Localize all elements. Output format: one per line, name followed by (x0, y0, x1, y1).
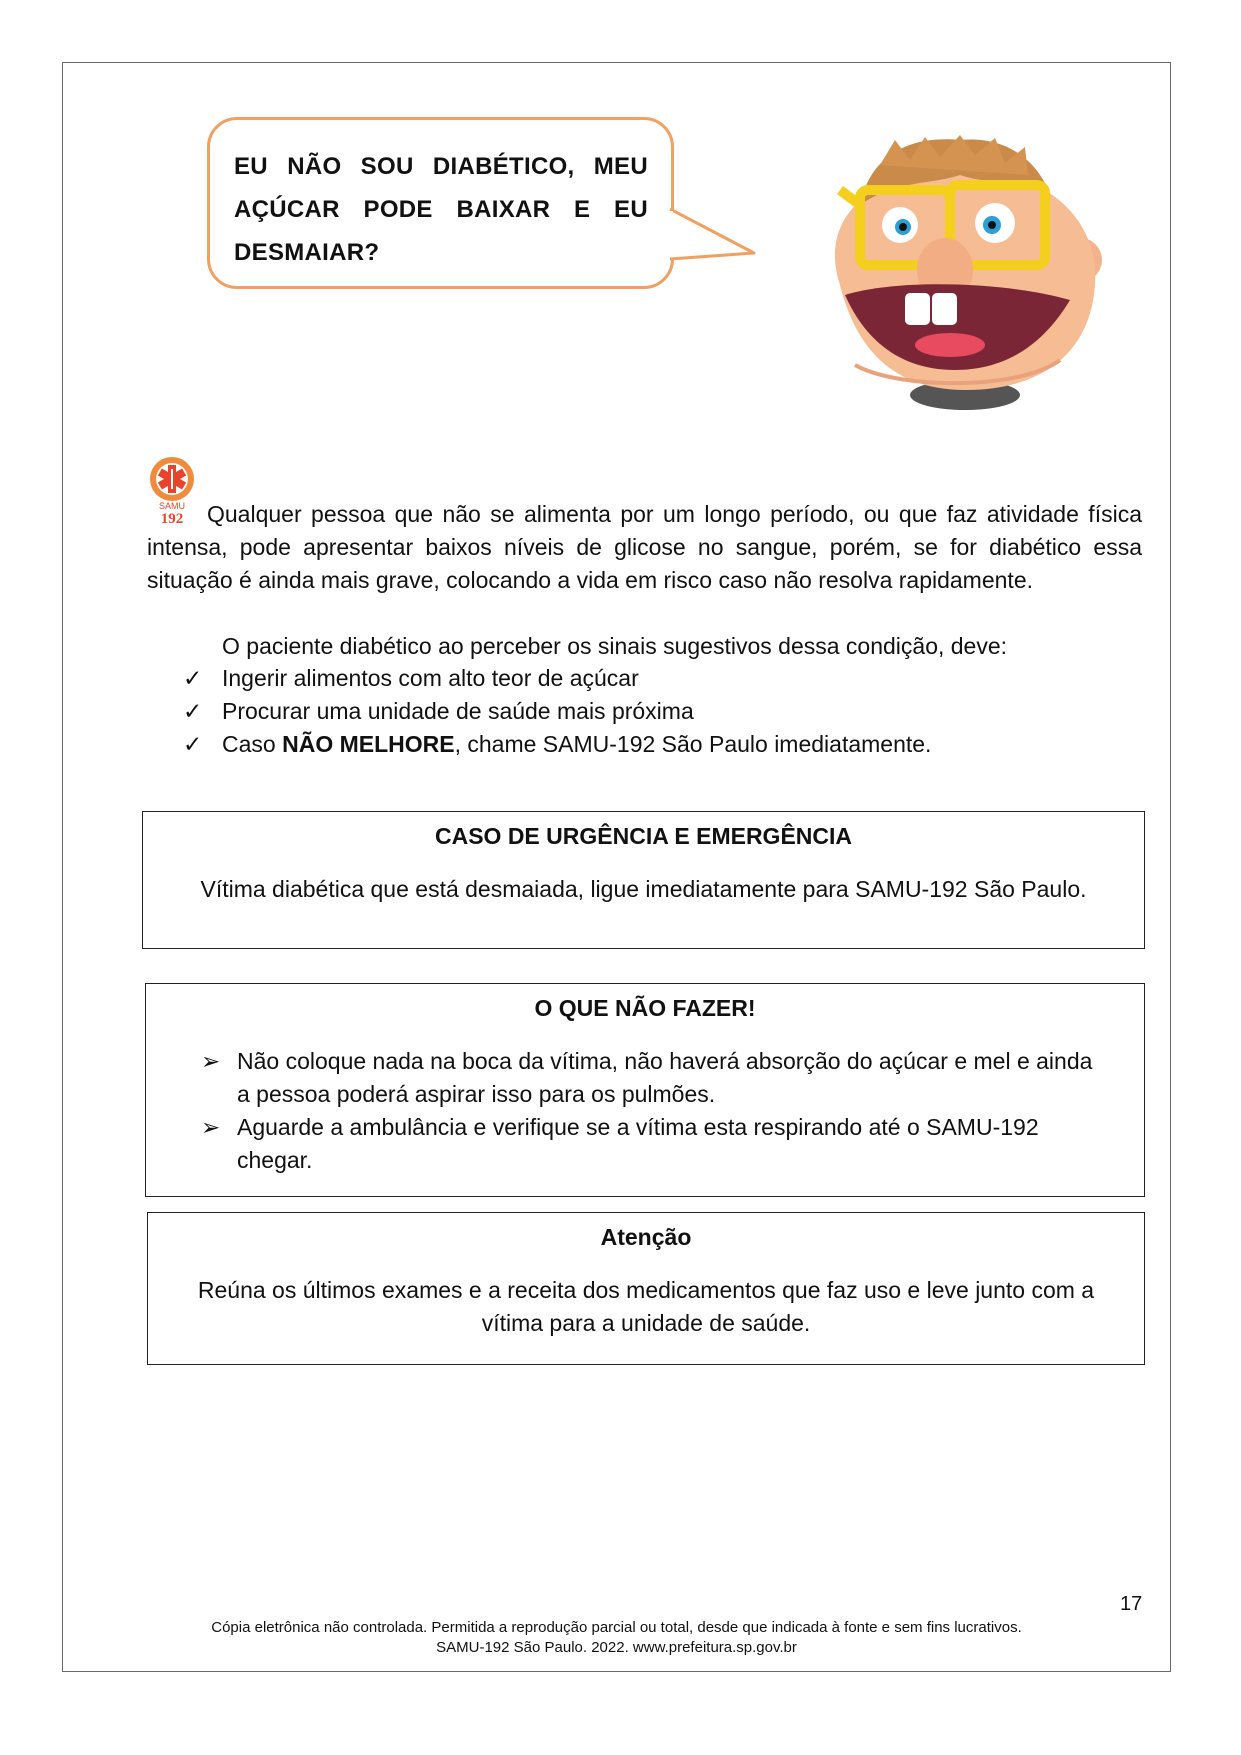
checklist-item-text: , chame SAMU-192 São Paulo imediatamente. (454, 731, 932, 757)
arrow-bullet-icon: ➢ (201, 1048, 221, 1074)
dont-do-item (201, 1045, 1108, 1111)
puppet-mascot-icon (800, 135, 1130, 410)
footer (62, 1618, 1171, 1658)
arrow-bullet-icon: ➢ (201, 1114, 221, 1140)
speech-bubble-text (234, 145, 648, 274)
page-number: 17 (1120, 1593, 1143, 1615)
intro-paragraph: Qualquer pessoa que não se alimenta por um longo período, ou que faz atividade física intensa, pode apresentar baixos níveis de glicose no sangue, porém, se for diabético essa situação é ainda mais grave, colocando a vida em risco caso não resolva rapidamente. (147, 501, 1142, 593)
speech-line-1: EU NÃO SOU DIABÉTICO, MEU (234, 153, 648, 180)
lead-paragraph: O paciente diabético ao perceber os sinais sugestivos dessa condição, deve: (222, 633, 1008, 659)
dont-do-item (201, 1111, 1108, 1177)
dont-do-box (145, 983, 1145, 1197)
emergency-box-title: CASO DE URGÊNCIA E EMERGÊNCIA (434, 823, 853, 849)
speech-bubble-tail (668, 206, 758, 266)
samu-logo-number: 192 (160, 511, 184, 527)
speech-line-3: DESMAIAR? (234, 239, 380, 266)
footer-line-2: SAMU-192 São Paulo. 2022. www.prefeitura.sp.gov.br (436, 1639, 797, 1656)
emergency-box (142, 811, 1145, 949)
attention-box-title: Atenção (600, 1224, 692, 1250)
checklist-item (183, 695, 931, 728)
checklist-item-text: Ingerir alimentos com alto teor de açúcar (222, 665, 639, 691)
checkmark-icon: ✓ (183, 698, 203, 724)
checklist-item-text: Procurar uma unidade de saúde mais próxima (222, 698, 694, 724)
footer-line-1: Cópia eletrônica não controlada. Permitida a reprodução parcial ou total, desde que indicada à fonte e sem fins lucrativos. (211, 1619, 1022, 1636)
attention-box-text: Reúna os últimos exames e a receita dos medicamentos que faz uso e leve junto com a vítima para a unidade de saúde. (197, 1277, 1095, 1336)
checklist-item (183, 662, 931, 695)
checklist-item-text: Caso (222, 731, 283, 757)
action-checklist (183, 662, 931, 761)
dont-do-item-text: Aguarde a ambulância e verifique se a vítima esta respirando até o SAMU-192 chegar. (237, 1114, 1039, 1173)
dont-do-list (146, 1045, 1144, 1177)
checklist-item (183, 728, 931, 761)
samu-logo-top: SAMU (158, 501, 186, 511)
attention-box (147, 1212, 1145, 1365)
dont-do-box-title: O QUE NÃO FAZER! (534, 995, 756, 1021)
checkmark-icon: ✓ (183, 731, 203, 757)
dont-do-item-text: Não coloque nada na boca da vítima, não haverá absorção do açúcar e mel e ainda a pessoa poderá aspirar isso para os pulmões. (237, 1048, 1093, 1107)
checkmark-icon: ✓ (183, 665, 203, 691)
emergency-box-text: Vítima diabética que está desmaiada, ligue imediatamente para SAMU-192 São Paulo. (200, 876, 1087, 902)
speech-line-2: AÇÚCAR PODE BAIXAR E EU (234, 196, 648, 223)
checklist-item-emphasis: NÃO MELHORE (282, 731, 455, 757)
